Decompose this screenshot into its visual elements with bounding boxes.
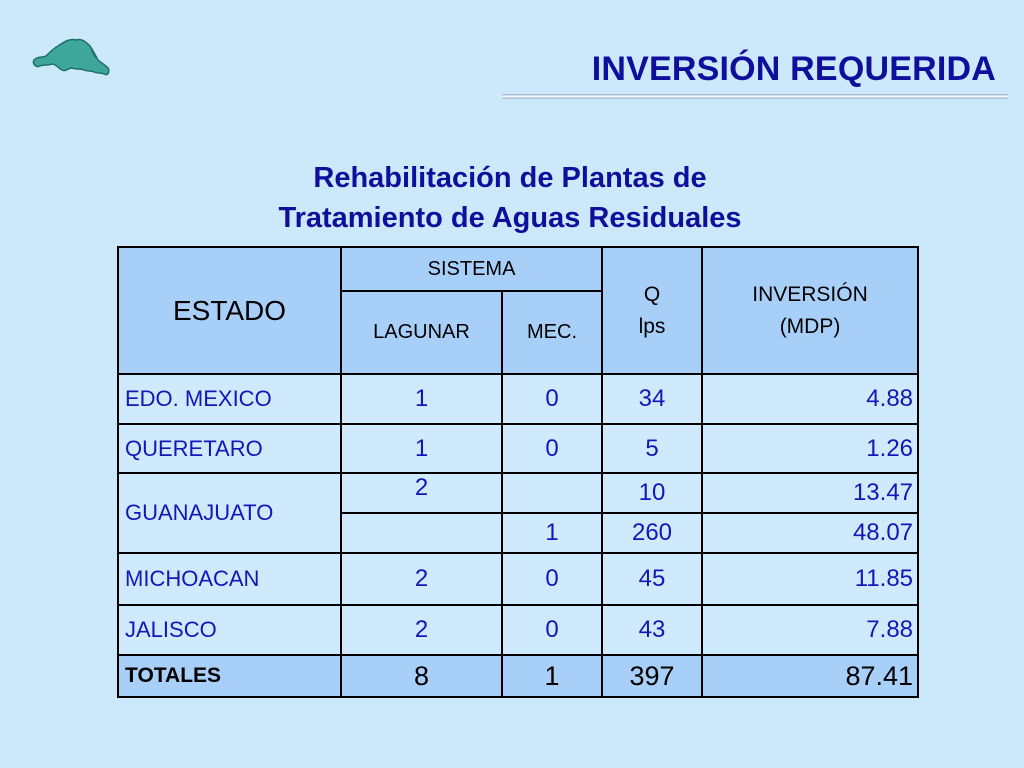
cell-estado: GUANAJUATO [118,473,341,553]
header-q-label: Q [643,282,661,306]
header-mec: MEC. [502,291,602,374]
total-lagunar: 8 [341,655,502,697]
cell-inversion: 11.85 [702,553,918,605]
total-q: 397 [602,655,702,697]
table-row [118,374,918,424]
cell-q: 10 [602,473,702,513]
table-row [118,473,918,513]
cell-mec: 0 [502,374,602,424]
cell-inversion: 1.26 [702,424,918,473]
header-q-unit: lps [638,314,666,338]
header-inversion [702,247,918,374]
cell-mec [502,473,602,513]
cell-estado: EDO. MEXICO [118,374,341,424]
header-inversion-unit: (MDP) [779,314,841,338]
table-title [0,158,1020,238]
cell-lagunar: 2 [341,473,502,513]
table-row [118,605,918,655]
cell-lagunar [341,513,502,553]
totals-row [118,655,918,697]
table-row [118,553,918,605]
header-q [602,247,702,374]
page-title: INVERSIÓN REQUERIDA [591,50,996,88]
cell-estado: QUERETARO [118,424,341,473]
cell-q: 45 [602,553,702,605]
cell-estado: JALISCO [118,605,341,655]
cell-estado: MICHOACAN [118,553,341,605]
cell-q: 34 [602,374,702,424]
cell-mec: 0 [502,605,602,655]
header-estado: ESTADO [118,247,341,374]
cell-inversion: 4.88 [702,374,918,424]
header-sistema: SISTEMA [341,247,602,291]
table-title-line-2: Tratamiento de Aguas Residuales [278,202,742,234]
cell-mec: 1 [502,513,602,553]
header-inversion-label: INVERSIÓN [752,282,868,306]
total-inversion: 87.41 [702,655,918,697]
cell-lagunar: 1 [341,424,502,473]
map-of-mexico-icon [30,34,112,82]
investment-table [117,246,919,698]
table-title-line-1: Rehabilitación de Plantas de [313,162,707,194]
cell-lagunar: 1 [341,374,502,424]
cell-inversion: 13.47 [702,473,918,513]
total-mec: 1 [502,655,602,697]
cell-inversion: 48.07 [702,513,918,553]
table-row [118,424,918,473]
cell-q: 260 [602,513,702,553]
cell-lagunar: 2 [341,605,502,655]
cell-q: 43 [602,605,702,655]
cell-q: 5 [602,424,702,473]
cell-inversion: 7.88 [702,605,918,655]
cell-mec: 0 [502,553,602,605]
header-lagunar: LAGUNAR [341,291,502,374]
cell-lagunar: 2 [341,553,502,605]
title-underline [502,94,1008,99]
table-header-row [118,247,918,291]
cell-mec: 0 [502,424,602,473]
totals-label: TOTALES [118,655,341,697]
